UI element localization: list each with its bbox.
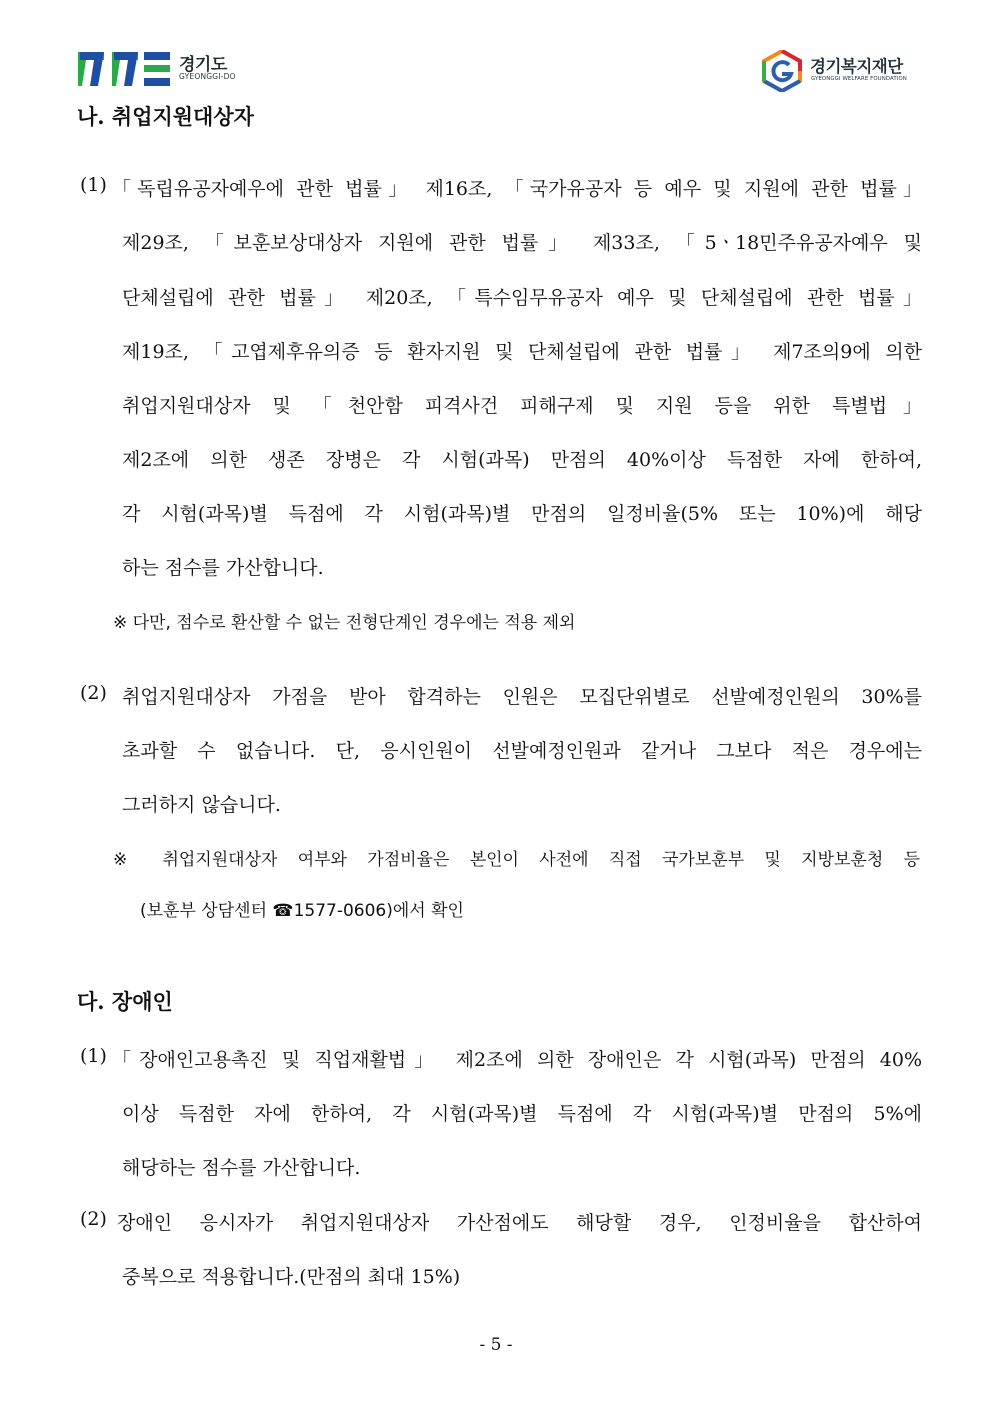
paragraph-line: 「독립유공자예우에 관한 법률」 제16조, 「국가유공자 등 예우 및 지원에 관한 법률」 (112, 178, 922, 200)
paragraph-line: 해당하는 점수를 가산합니다. (122, 1157, 361, 1179)
item-number: (2) (80, 1208, 107, 1230)
welfare-foundation-logo-text: 경기복지재단 (810, 57, 903, 76)
item-number: (2) (80, 682, 107, 704)
paragraph-line: 이상 득점한 자에 한하여, 각 시험(과목)별 득점에 각 시험(과목)별 만점의 5%에 (122, 1103, 922, 1125)
page-header (0, 0, 992, 100)
gyeonggi-logo-subtext: GYEONGGI-DO (179, 72, 236, 81)
paragraph-line: 단체설립에 관한 법률」 제20조, 「특수임무유공자 예우 및 단체설립에 관한 법률」 (122, 287, 922, 309)
note-text: (보훈부 상담센터 ☎1577-0606)에서 확인 (140, 901, 464, 921)
paragraph-line: 제2조에 의한 생존 장병은 각 시험(과목) 만점의 40%이상 득점한 자에 한하여, (122, 449, 922, 471)
section-heading-na: 나. 취업지원대상자 (77, 104, 254, 129)
welfare-foundation-logo-icon (762, 50, 802, 92)
paragraph-line: 초과할 수 없습니다. 단, 응시인원이 선발예정인원과 같거나 그보다 적은 경우에는 (122, 740, 922, 762)
note-text: ※ 취업지원대상자 여부와 가점비율은 본인이 사전에 직접 국가보훈부 및 지방보훈청 등 (113, 850, 920, 870)
paragraph-line: 하는 점수를 가산합니다. (122, 557, 324, 579)
item-number: (1) (80, 174, 107, 196)
paragraph-line: 제29조, 「보훈보상대상자 지원에 관한 법률」 제33조, 「5ㆍ18민주유공자예우 및 (122, 232, 922, 254)
welfare-foundation-logo-subtext: GYEONGGI WELFARE FOUNDATION (811, 76, 907, 82)
paragraph-line: 취업지원대상자 가점을 받아 합격하는 인원은 모집단위별로 선발예정인원의 30%를 (122, 686, 922, 708)
paragraph-line: 중복으로 적용합니다.(만점의 최대 15%) (122, 1266, 461, 1288)
paragraph-line: 그러하지 않습니다. (122, 794, 281, 816)
section-heading-da: 다. 장애인 (77, 989, 173, 1014)
paragraph-line: 제19조, 「고엽제후유의증 등 환자지원 및 단체설립에 관한 법률」 제7조의9에 의한 (122, 341, 922, 363)
page-number: - 5 - (479, 1335, 513, 1355)
paragraph-line: 「장애인고용촉진 및 직업재활법」 제2조에 의한 장애인은 각 시험(과목) 만점의 40% (112, 1049, 922, 1071)
item-number: (1) (80, 1045, 107, 1067)
paragraph-line: 취업지원대상자 및 「천안함 피격사건 피해구제 및 지원 등을 위한 특별법」 (122, 395, 922, 417)
paragraph-line: 장애인 응시자가 취업지원대상자 가산점에도 해당할 경우, 인정비율을 합산하여 (117, 1212, 922, 1234)
paragraph-line: 각 시험(과목)별 득점에 각 시험(과목)별 만점의 일정비율(5% 또는 10%)에 해당 (122, 503, 922, 525)
gyeonggi-logo-text: 경기도 (179, 55, 227, 75)
note-text: ※ 다만, 점수로 환산할 수 없는 전형단계인 경우에는 적용 제외 (113, 613, 576, 633)
